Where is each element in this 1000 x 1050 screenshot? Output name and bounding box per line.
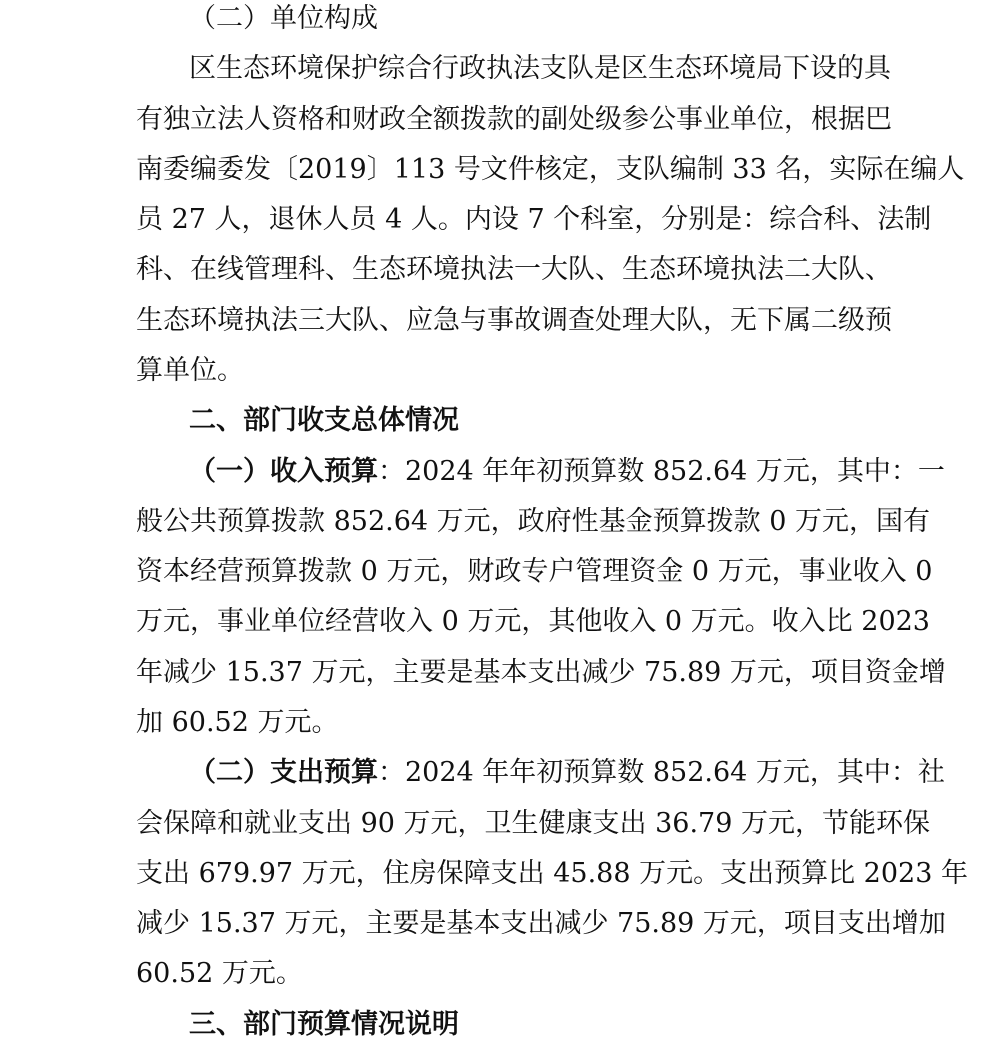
paragraph-line: 年减少 15.37 万元，主要是基本支出减少 75.89 万元，项目资金增: [136, 657, 946, 688]
paragraph-line: 有独立法人资格和财政全额拨款的副处级参公事业单位，根据巴: [136, 104, 892, 135]
subheading-expenditure-budget: （二）支出预算: [189, 757, 378, 788]
paragraph-line: 生态环境执法三大队、应急与事故调查处理大队，无下属二级预: [136, 305, 892, 336]
section-heading-budget-explanation: 三、部门预算情况说明: [189, 1009, 459, 1040]
paragraph-line: 减少 15.37 万元，主要是基本支出减少 75.89 万元，项目支出增加: [136, 908, 946, 939]
subheading-income-budget: （一）收入预算: [189, 456, 378, 487]
paragraph-line: 员 27 人，退休人员 4 人。内设 7 个科室，分别是：综合科、法制: [136, 204, 932, 235]
expenditure-first-line-text: ：2024 年年初预算数 852.64 万元，其中：社: [378, 757, 945, 788]
paragraph-line: 科、在线管理科、生态环境执法一大队、生态环境执法二大队、: [136, 254, 892, 285]
paragraph-line: 资本经营预算拨款 0 万元，财政专户管理资金 0 万元，事业收入 0: [136, 556, 933, 587]
paragraph-line: 会保障和就业支出 90 万元，卫生健康支出 36.79 万元，节能环保: [136, 808, 930, 839]
paragraph-first-line-income: [189, 447, 945, 497]
section-heading-overall-budget: 二、部门收支总体情况: [189, 405, 459, 436]
income-first-line-text: ：2024 年年初预算数 852.64 万元，其中：一: [378, 456, 945, 487]
section-heading-unit-composition: （二）单位构成: [189, 3, 378, 34]
paragraph-line: 区生态环境保护综合行政执法支队是区生态环境局下设的具: [189, 53, 891, 84]
paragraph-line: 加 60.52 万元。: [136, 707, 339, 738]
paragraph-line: 算单位。: [136, 355, 244, 386]
paragraph-line: 支出 679.97 万元，住房保障支出 45.88 万元。支出预算比 2023 年: [136, 858, 968, 889]
paragraph-line: 60.52 万元。: [136, 958, 303, 989]
paragraph-line: 万元，事业单位经营收入 0 万元，其他收入 0 万元。收入比 2023: [136, 606, 930, 637]
paragraph-line: 南委编委发〔2019〕113 号文件核定，支队编制 33 名，实际在编人: [136, 154, 965, 185]
paragraph-line: 般公共预算拨款 852.64 万元，政府性基金预算拨款 0 万元，国有: [136, 506, 930, 537]
paragraph-first-line-expenditure: [189, 748, 945, 798]
